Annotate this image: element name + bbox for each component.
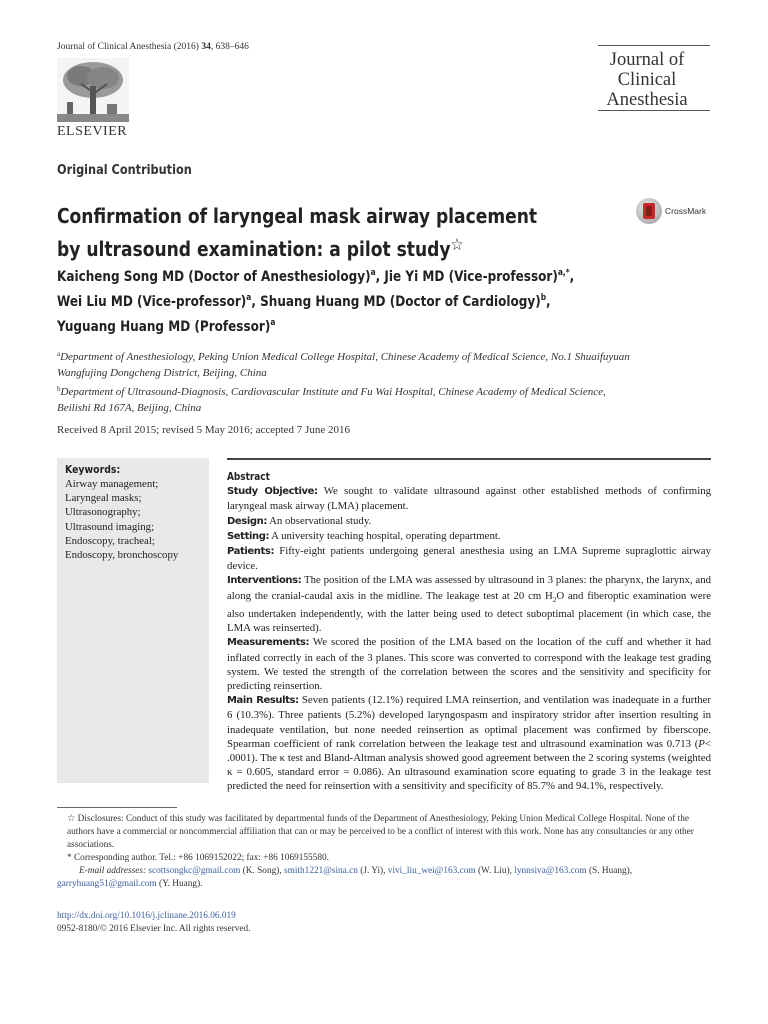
footnotes bbox=[57, 813, 713, 891]
keyword-item: Airway management; bbox=[65, 478, 159, 490]
abstract-objective: Study Objective: We sought to validate ultrasound against other established methods of confirming laryngeal mask airway (LMA) placement. bbox=[227, 485, 712, 513]
author-affiliation-mark[interactable]: b bbox=[540, 293, 547, 303]
keyword-item: Ultrasonography; bbox=[65, 506, 141, 519]
email-addresses-cont: garryhuang51@gmail.com (Y. Huang). bbox=[57, 879, 203, 889]
keyword-item: Laryngeal masks; bbox=[65, 492, 142, 505]
affiliation-a: $^a$Department of Anesthesiology, Peking Union Medical College Hospital, Chinese Academy of Medical Science, No.1 Shuaifuyuan bbox=[57, 350, 630, 363]
email-link[interactable]: vivi_liu_wei@163.com bbox=[387, 866, 476, 876]
journal-name-line: Anesthesia bbox=[606, 90, 688, 110]
author-name: Shuang Huang MD (Doctor of Cardiology) bbox=[260, 294, 541, 310]
crossmark-button[interactable] bbox=[636, 198, 712, 224]
author-name: Jie Yi MD (Vice-professor) bbox=[384, 269, 558, 285]
email-link[interactable]: smith1221@sina.cn bbox=[284, 866, 358, 876]
affiliation-a-cont: Wangfujing Dongcheng District, Beijing, China bbox=[57, 367, 267, 379]
title-footnote-mark[interactable]: ☆ bbox=[450, 235, 464, 255]
footnote-rule bbox=[57, 807, 177, 808]
abstract-measurements: Measurements: We scored the position of the LMA based on the location of the cuff and whether it had inflated correctly in each of the 3 planes. This score was converted to correspond with the leakage test grading system. We tested the strength of the correlation between the scores and the sensitivity and specificity for predicting reinsertion. bbox=[227, 636, 711, 692]
abstract-results: Main Results: Seven patients (12.1%) required LMA reinsertion, and ventilation was inadequate in a further 6 (10.3%). Three patients (5.2%) developed laryngospasm and inspiratory stridor after insertion resulting in inadequate ventilation, but none needed reinsertion as optimal placement was confirmed by fiberscope. Spearman coefficient of rank correlation between the leakage test and ultrasound examination was 0.713 (P< .0001). The κ test and Bland-Altman analysis showed good agreement between the 2 scoring systems (weighted κ = 0.605, standard error = 0.086). An ultrasound examination score equating to grade 3 in the leakage test predicted the need for reinsertion with a sensitivity and specificity of 85.7% and 94.1%, respectively. bbox=[227, 694, 712, 793]
affiliation-b: $^b$Department of Ultrasound-Diagnosis, Cardiovascular Institute and Fu Wai Hospital, Chinese Academy of Medical Science, bbox=[57, 385, 606, 398]
author-line: Wei Liu MD (Vice-professor)$^a$, Shuang Huang MD (Doctor of Cardiology)$^b$, bbox=[57, 293, 551, 310]
abstract-design: Design: An observational study. bbox=[227, 514, 372, 527]
email-addresses: E-mail addresses: scottsongkc@gmail.com (K. Song), smith1221@sina.cn (J. Yi), vivi_liu_wei@163.com (W. Liu), lynnsiva@163.com (S. Huang), bbox=[79, 866, 633, 876]
author-list bbox=[57, 263, 574, 338]
affiliation-b-cont: Beilishi Rd 167A, Beijing, China bbox=[57, 402, 202, 414]
author-name: Yuguang Huang MD (Professor) bbox=[57, 319, 271, 335]
author-affiliation-mark[interactable]: a bbox=[270, 318, 276, 328]
author-affiliation-mark[interactable]: a bbox=[246, 293, 252, 303]
doi-block bbox=[57, 910, 250, 936]
disclosure-footnote: ☆ Disclosures: Conduct of this study was facilitated by departmental funds of the Department of Anesthesiology, Peking Union Medical College Hospital. None of the authors have a commercial or noncommercial affiliation that can or may be perceived to be a conflict of interest with this work. None has any consultancies or any other associations. bbox=[67, 814, 694, 850]
keywords-heading: Keywords: bbox=[65, 463, 121, 476]
abstract-heading: Abstract bbox=[227, 471, 270, 483]
keyword-item: Ultrasound imaging; bbox=[65, 520, 155, 533]
author-line: Kaicheng Song MD (Doctor of Anesthesiology)$^a$, Jie Yi MD (Vice-professor)$^{a,*}$, bbox=[57, 268, 575, 285]
author-line bbox=[57, 313, 574, 338]
journal-name-line: Clinical bbox=[617, 70, 677, 90]
author-name: Wei Liu MD (Vice-professor) bbox=[57, 294, 247, 310]
keywords-panel bbox=[57, 458, 209, 783]
journal-name-line: Journal of bbox=[609, 50, 685, 70]
article-history: Received 8 April 2015; revised 5 May 2016; accepted 7 June 2016 bbox=[57, 424, 350, 436]
abstract-patients: Patients: Fifty-eight patients undergoing general anesthesia using an LMA Supreme supraglottic airway device. bbox=[227, 545, 711, 573]
journal-masthead bbox=[598, 45, 710, 111]
copyright-notice: 0952-8180/© 2016 Elsevier Inc. All rights reserved. bbox=[57, 924, 251, 934]
doi-link[interactable]: http://dx.doi.org/10.1016/j.jclinane.2016.06.019 bbox=[57, 911, 236, 921]
abstract-top-rule bbox=[227, 458, 711, 460]
elsevier-tree-logo-icon bbox=[57, 58, 129, 122]
author-affiliation-mark[interactable]: a,* bbox=[557, 268, 570, 278]
author-name: Kaicheng Song MD (Doctor of Anesthesiology) bbox=[57, 269, 371, 285]
email-link[interactable]: lynnsiva@163.com bbox=[514, 866, 587, 876]
title-line-1: Confirmation of laryngeal mask airway placement bbox=[57, 204, 538, 228]
abstract bbox=[227, 470, 711, 794]
crossmark-label: CrossMark bbox=[665, 206, 707, 216]
keyword-item: Endoscopy, tracheal; bbox=[65, 534, 155, 547]
title-line-2: by ultrasound examination: a pilot study☆ bbox=[57, 235, 464, 261]
abstract-setting: Setting: A university teaching hospital, operating department. bbox=[227, 529, 501, 542]
author-affiliation-mark[interactable]: a bbox=[370, 268, 376, 278]
journal-citation: Journal of Clinical Anesthesia (2016) 34, 638–646 bbox=[57, 42, 249, 52]
keyword-item: Endoscopy, bronchoscopy bbox=[65, 549, 179, 562]
email-link[interactable]: garryhuang51@gmail.com bbox=[57, 879, 157, 889]
email-link[interactable]: scottsongkc@gmail.com bbox=[148, 866, 241, 876]
crossmark-icon bbox=[636, 198, 662, 224]
abstract-interventions: Interventions: The position of the LMA was assessed by ultrasound in 3 planes: the pharynx, the larynx, and along the cranial-caudal axis in the midline. The leakage test at 20 cm $H_2O$ and fiberoptic examination were also undertaken independently, with the latter being used to detect suboptimal placement (in which case, the LMA was reinserted). bbox=[227, 574, 711, 635]
affiliations bbox=[57, 346, 717, 416]
corresponding-author-note: * Corresponding author. Tel.: +86 1069152022; fax: +86 1069155580. bbox=[67, 853, 329, 863]
article-type: Original Contribution bbox=[57, 163, 192, 178]
publisher-logo-text: ELSEVIER bbox=[57, 124, 128, 139]
article-title bbox=[57, 202, 537, 264]
